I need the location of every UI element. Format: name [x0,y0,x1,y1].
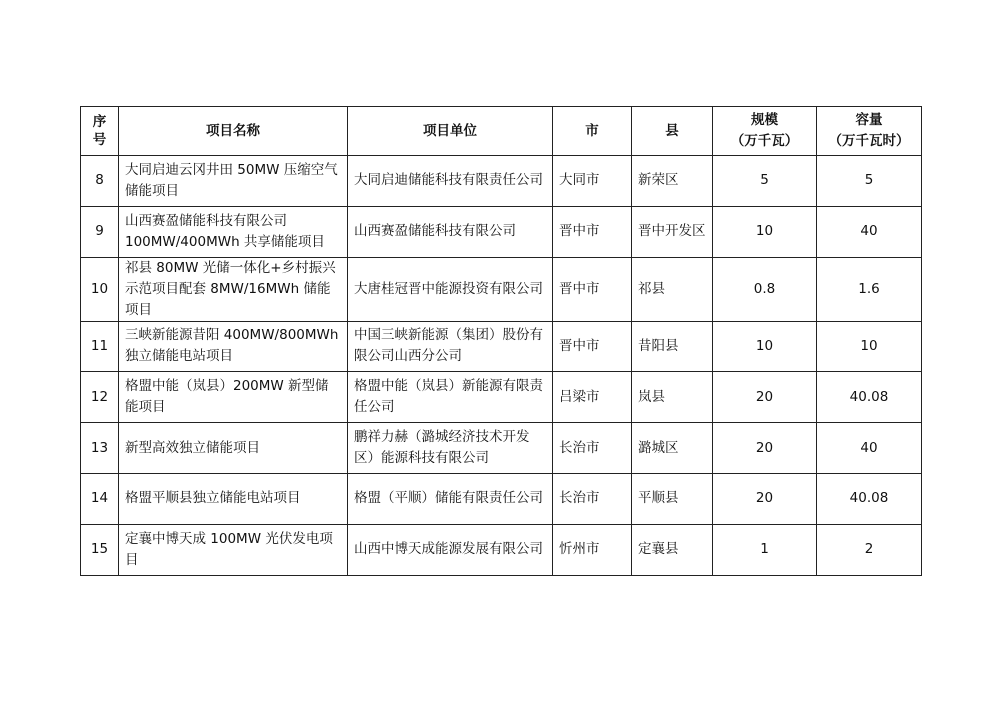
table-row [81,206,922,257]
cell-scale: 10 [713,321,817,372]
cell-county: 晋中开发区 [632,206,713,257]
header-unit: 项目单位 [348,107,553,156]
header-capacity-line2: （万千瓦时） [828,133,910,149]
cell-capacity: 40 [817,206,922,257]
cell-city: 晋中市 [553,321,632,372]
cell-capacity: 10 [817,321,922,372]
header-scale-line2: （万千瓦） [730,133,799,149]
table-row [81,257,922,321]
cell-capacity: 1.6 [817,257,922,321]
cell-seq: 15 [81,524,119,575]
cell-project-unit: 大唐桂冠晋中能源投资有限公司 [348,257,553,321]
cell-capacity: 40.08 [817,473,922,524]
header-seq-line1: 序 [92,114,107,130]
cell-scale: 0.8 [713,257,817,321]
cell-seq: 11 [81,321,119,372]
cell-scale: 20 [713,423,817,474]
cell-project-unit: 鹏祥力赫（潞城经济技术开发区）能源科技有限公司 [348,423,553,474]
table-row [81,423,922,474]
header-name: 项目名称 [119,107,348,156]
cell-project-name: 格盟中能（岚县）200MW 新型储能项目 [119,372,348,423]
cell-city: 大同市 [553,156,632,207]
header-city: 市 [553,107,632,156]
header-county: 县 [632,107,713,156]
table-row [81,321,922,372]
cell-project-name: 三峡新能源昔阳 400MW/800MWh 独立储能电站项目 [119,321,348,372]
cell-scale: 10 [713,206,817,257]
cell-seq: 12 [81,372,119,423]
cell-scale: 5 [713,156,817,207]
cell-project-name: 山西赛盈储能科技有限公司100MW/400MWh 共享储能项目 [119,206,348,257]
header-capacity-line1: 容量 [855,112,883,128]
cell-city: 晋中市 [553,206,632,257]
cell-scale: 1 [713,524,817,575]
cell-county: 新荣区 [632,156,713,207]
cell-capacity: 2 [817,524,922,575]
cell-county: 昔阳县 [632,321,713,372]
cell-scale: 20 [713,372,817,423]
cell-capacity: 5 [817,156,922,207]
cell-seq: 8 [81,156,119,207]
header-capacity [817,107,922,156]
cell-project-unit: 格盟（平顺）储能有限责任公司 [348,473,553,524]
table-row [81,524,922,575]
cell-seq: 13 [81,423,119,474]
cell-county: 潞城区 [632,423,713,474]
table-row [81,372,922,423]
cell-city: 吕梁市 [553,372,632,423]
cell-seq: 9 [81,206,119,257]
cell-seq: 14 [81,473,119,524]
cell-county: 岚县 [632,372,713,423]
cell-scale: 20 [713,473,817,524]
cell-city: 晋中市 [553,257,632,321]
cell-city: 长治市 [553,423,632,474]
cell-capacity: 40.08 [817,372,922,423]
project-table [80,106,922,576]
cell-project-name: 祁县 80MW 光储一体化+乡村振兴示范项目配套 8MW/16MWh 储能项目 [119,257,348,321]
cell-project-name: 大同启迪云冈井田 50MW 压缩空气储能项目 [119,156,348,207]
cell-project-unit: 山西中博天成能源发展有限公司 [348,524,553,575]
table-row [81,156,922,207]
header-seq-line2: 号 [92,132,107,148]
cell-county: 平顺县 [632,473,713,524]
cell-project-name: 定襄中博天成 100MW 光伏发电项目 [119,524,348,575]
cell-project-unit: 山西赛盈储能科技有限公司 [348,206,553,257]
table-row [81,473,922,524]
cell-county: 定襄县 [632,524,713,575]
cell-project-name: 新型高效独立储能项目 [119,423,348,474]
cell-project-name: 格盟平顺县独立储能电站项目 [119,473,348,524]
header-seq [81,107,119,156]
header-row [81,107,922,156]
cell-county: 祁县 [632,257,713,321]
cell-project-unit: 中国三峡新能源（集团）股份有限公司山西分公司 [348,321,553,372]
cell-project-unit: 格盟中能（岚县）新能源有限责任公司 [348,372,553,423]
cell-capacity: 40 [817,423,922,474]
header-scale-line1: 规模 [751,112,778,128]
cell-city: 忻州市 [553,524,632,575]
header-scale [713,107,817,156]
cell-seq: 10 [81,257,119,321]
cell-project-unit: 大同启迪储能科技有限责任公司 [348,156,553,207]
cell-city: 长治市 [553,473,632,524]
